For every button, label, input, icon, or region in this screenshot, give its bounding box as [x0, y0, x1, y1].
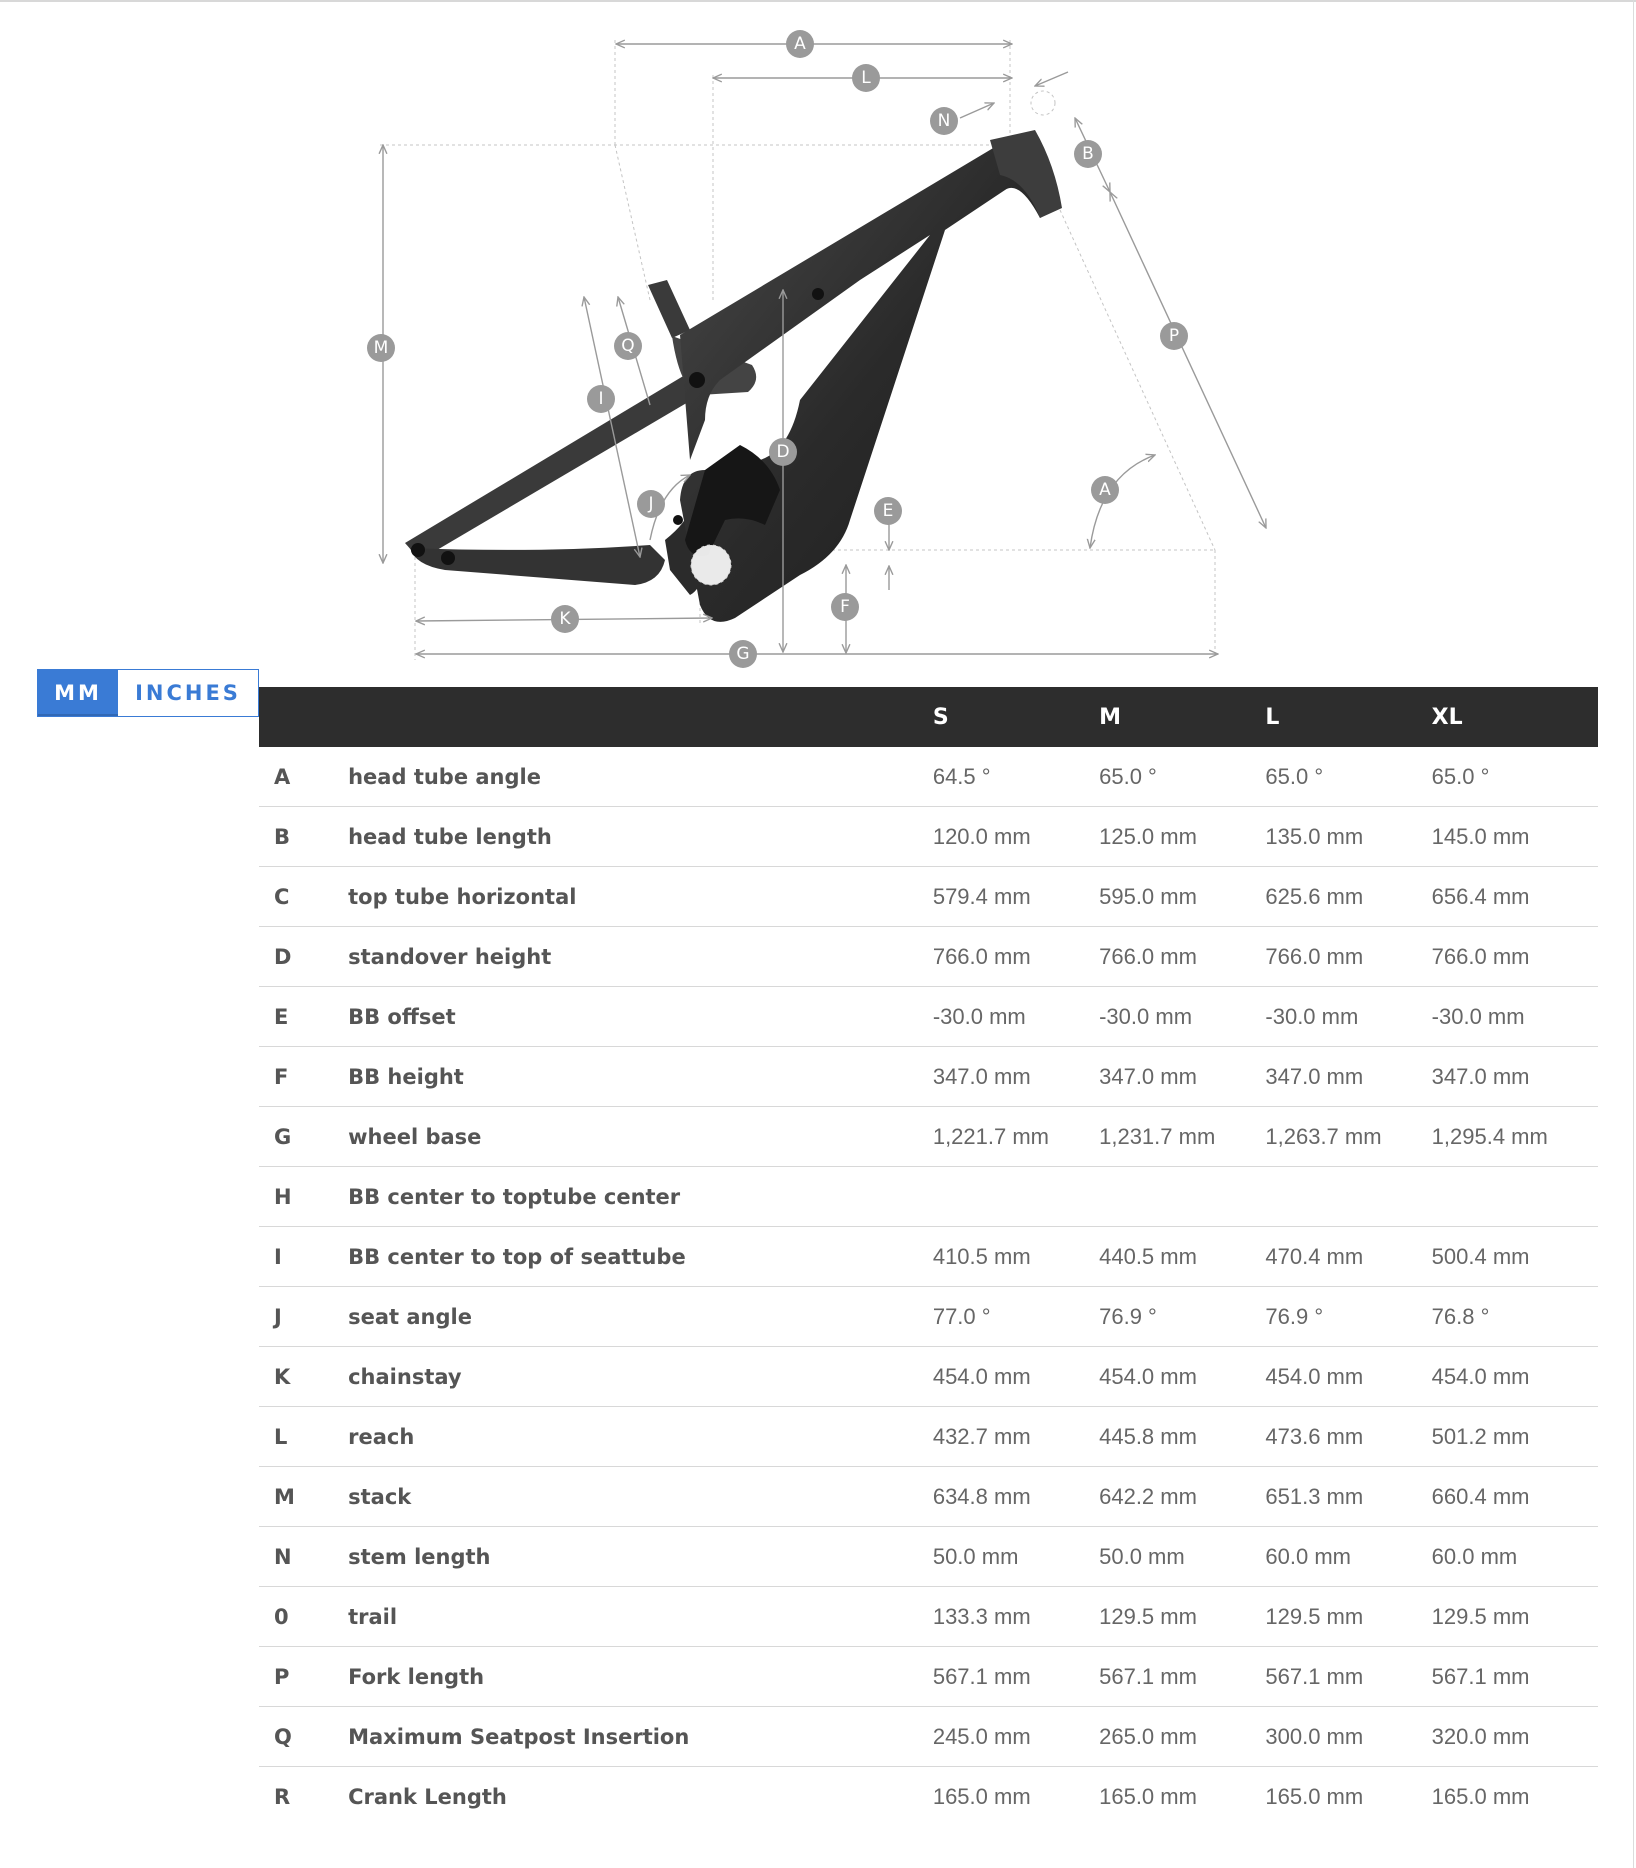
label-l: [852, 64, 880, 92]
label-n: [930, 107, 958, 135]
table-row: [259, 1647, 1598, 1707]
row-measurement-name: reach: [348, 1407, 933, 1467]
row-value-l: 135.0 mm: [1265, 807, 1431, 867]
row-value-l: 625.6 mm: [1265, 867, 1431, 927]
row-value-m: 567.1 mm: [1099, 1647, 1265, 1707]
row-letter: L: [259, 1407, 348, 1467]
row-value-xl: 500.4 mm: [1432, 1227, 1598, 1287]
row-value-l: -30.0 mm: [1265, 987, 1431, 1047]
row-value-s: 64.5 °: [933, 747, 1099, 807]
label-j: [637, 490, 665, 518]
row-value-m: 165.0 mm: [1099, 1783, 1197, 1809]
table-row: [259, 987, 1598, 1047]
row-measurement-name: stem length: [348, 1527, 933, 1587]
row-value-xl: [1432, 1167, 1598, 1227]
row-value-s: 432.7 mm: [933, 1407, 1099, 1467]
row-value-s: 766.0 mm: [933, 927, 1099, 987]
header-size-m: M: [1099, 704, 1122, 730]
row-measurement-name: BB offset: [348, 987, 933, 1047]
row-measurement-name: Crank Length: [348, 1784, 507, 1809]
row-value-xl: 660.4 mm: [1432, 1467, 1598, 1527]
row-measurement-name: Maximum Seatpost Insertion: [348, 1707, 933, 1767]
table-row: [259, 1227, 1598, 1287]
row-value-m: 440.5 mm: [1099, 1227, 1265, 1287]
row-value-xl: 320.0 mm: [1432, 1707, 1598, 1767]
table-row: [259, 747, 1598, 807]
row-value-s: [933, 1167, 1099, 1227]
label-k: [551, 605, 579, 633]
header-blank-name: [348, 687, 933, 747]
row-letter: D: [259, 927, 348, 987]
row-letter: Q: [259, 1707, 348, 1767]
svg-text:B: B: [1082, 144, 1094, 164]
svg-text:F: F: [840, 597, 850, 617]
svg-text:D: D: [776, 442, 790, 462]
row-value-xl: 129.5 mm: [1432, 1587, 1598, 1647]
row-value-m: 642.2 mm: [1099, 1467, 1265, 1527]
unit-toggle: [37, 669, 259, 717]
svg-text:N: N: [937, 111, 951, 131]
row-value-xl: 454.0 mm: [1432, 1347, 1598, 1407]
svg-text:I: I: [598, 389, 604, 409]
unit-inches-button[interactable]: INCHES: [118, 670, 258, 716]
geometry-diagram: [0, 0, 1636, 680]
row-value-s: 77.0 °: [933, 1287, 1099, 1347]
label-i: [587, 385, 615, 413]
header-blank-letter: [259, 687, 348, 747]
row-value-l: 347.0 mm: [1265, 1047, 1431, 1107]
row-value-l: 1,263.7 mm: [1265, 1107, 1431, 1167]
row-letter: K: [259, 1347, 348, 1407]
row-measurement-name: standover height: [348, 927, 933, 987]
row-measurement-name: BB center to toptube center: [348, 1167, 933, 1227]
row-value-m: [1099, 1167, 1265, 1227]
label-m: [367, 334, 395, 362]
row-value-xl: 501.2 mm: [1432, 1407, 1598, 1467]
row-value-m: 50.0 mm: [1099, 1527, 1265, 1587]
row-value-m: 65.0 °: [1099, 747, 1265, 807]
row-value-m: 454.0 mm: [1099, 1347, 1265, 1407]
row-value-m: 595.0 mm: [1099, 867, 1265, 927]
row-letter: I: [259, 1227, 348, 1287]
label-g: [729, 640, 757, 668]
table-row: [259, 1407, 1598, 1467]
row-value-xl: 76.8 °: [1432, 1287, 1598, 1347]
row-letter: J: [259, 1287, 348, 1347]
row-measurement-name: trail: [348, 1587, 933, 1647]
row-value-l: 766.0 mm: [1265, 927, 1431, 987]
svg-text:Q: Q: [621, 336, 635, 356]
header-size-s: S: [932, 704, 949, 730]
row-value-s: -30.0 mm: [933, 987, 1099, 1047]
row-value-xl: -30.0 mm: [1432, 987, 1598, 1047]
row-value-m: 347.0 mm: [1099, 1047, 1265, 1107]
header-size-l: L: [1265, 704, 1280, 730]
row-letter: H: [259, 1167, 348, 1227]
table-header-row: [259, 687, 1598, 747]
row-value-l: 76.9 °: [1265, 1287, 1431, 1347]
row-letter: B: [259, 807, 348, 867]
row-value-l: 567.1 mm: [1265, 1647, 1431, 1707]
svg-text:J: J: [648, 494, 654, 514]
table-row: [259, 1587, 1598, 1647]
row-measurement-name: wheel base: [348, 1107, 933, 1167]
row-value-s: 410.5 mm: [933, 1227, 1099, 1287]
row-value-xl: 145.0 mm: [1432, 807, 1598, 867]
svg-text:L: L: [861, 68, 871, 88]
bike-frame: [405, 130, 1062, 622]
dimension-labels: [786, 30, 814, 58]
row-value-xl: 656.4 mm: [1432, 867, 1598, 927]
row-value-s: 165.0 mm: [932, 1783, 1031, 1809]
svg-text:K: K: [559, 609, 571, 629]
table-row: [259, 1347, 1598, 1407]
row-measurement-name: head tube length: [348, 807, 933, 867]
table-row: [259, 1047, 1598, 1107]
row-letter: E: [259, 987, 348, 1047]
svg-text:A: A: [794, 34, 806, 54]
table-row: [259, 807, 1598, 867]
table-row: [259, 1107, 1598, 1167]
geometry-table: [259, 687, 1598, 1826]
row-value-m: 766.0 mm: [1099, 927, 1265, 987]
table-row: [259, 1287, 1598, 1347]
row-value-xl: 1,295.4 mm: [1432, 1107, 1598, 1167]
row-measurement-name: stack: [348, 1467, 933, 1527]
label-c: [786, 30, 814, 58]
row-letter: C: [259, 867, 348, 927]
row-letter: N: [259, 1527, 348, 1587]
row-value-s: 567.1 mm: [933, 1647, 1099, 1707]
header-size-xl: XL: [1431, 704, 1463, 730]
row-value-xl: 65.0 °: [1432, 747, 1598, 807]
row-measurement-name: Fork length: [348, 1647, 933, 1707]
label-a: [1091, 476, 1119, 504]
row-value-l: 65.0 °: [1265, 747, 1431, 807]
row-value-xl: 60.0 mm: [1432, 1527, 1598, 1587]
row-measurement-name: BB center to top of seattube: [348, 1227, 933, 1287]
row-value-s: 245.0 mm: [933, 1707, 1099, 1767]
row-value-m: -30.0 mm: [1099, 987, 1265, 1047]
label-p: [1160, 322, 1188, 350]
table-row: [259, 1707, 1598, 1767]
label-d: [769, 438, 797, 466]
row-value-s: 1,221.7 mm: [933, 1107, 1099, 1167]
row-value-m: 129.5 mm: [1099, 1587, 1265, 1647]
label-b: [1074, 140, 1102, 168]
row-value-s: 347.0 mm: [933, 1047, 1099, 1107]
row-value-s: 50.0 mm: [933, 1527, 1099, 1587]
row-value-s: 579.4 mm: [933, 867, 1099, 927]
row-value-l: 454.0 mm: [1265, 1347, 1431, 1407]
label-e: [874, 497, 902, 525]
svg-text:E: E: [882, 501, 894, 521]
row-measurement-name: seat angle: [348, 1287, 933, 1347]
svg-text:A: A: [1099, 480, 1111, 500]
row-letter: P: [259, 1647, 348, 1707]
row-value-s: 133.3 mm: [933, 1587, 1099, 1647]
row-value-xl: 347.0 mm: [1432, 1047, 1598, 1107]
row-letter: A: [259, 747, 348, 807]
unit-mm-button[interactable]: MM: [38, 670, 118, 716]
row-value-l: 165.0 mm: [1265, 1783, 1364, 1809]
row-value-xl: 567.1 mm: [1432, 1647, 1598, 1707]
row-value-m: 125.0 mm: [1099, 807, 1265, 867]
row-value-l: 300.0 mm: [1265, 1707, 1431, 1767]
row-value-m: 76.9 °: [1099, 1287, 1265, 1347]
row-value-l: 60.0 mm: [1265, 1527, 1431, 1587]
row-value-m: 1,231.7 mm: [1099, 1107, 1265, 1167]
table-row: [259, 1767, 1598, 1827]
table-row: [259, 867, 1598, 927]
row-value-s: 634.8 mm: [933, 1467, 1099, 1527]
svg-text:G: G: [736, 644, 750, 664]
row-value-xl: 165.0 mm: [1431, 1783, 1530, 1809]
row-value-l: 470.4 mm: [1265, 1227, 1431, 1287]
label-q: [614, 332, 642, 360]
row-value-l: 651.3 mm: [1265, 1467, 1431, 1527]
row-letter: R: [274, 1784, 291, 1809]
row-value-l: [1265, 1167, 1431, 1227]
table-row: [259, 927, 1598, 987]
row-measurement-name: head tube angle: [348, 747, 933, 807]
row-value-l: 473.6 mm: [1265, 1407, 1431, 1467]
row-value-l: 129.5 mm: [1265, 1587, 1431, 1647]
row-letter: G: [259, 1107, 348, 1167]
row-letter: M: [259, 1467, 348, 1527]
table-row: [259, 1467, 1598, 1527]
row-measurement-name: chainstay: [348, 1347, 933, 1407]
row-value-m: 445.8 mm: [1099, 1407, 1265, 1467]
row-measurement-name: BB height: [348, 1047, 933, 1107]
row-letter: F: [259, 1047, 348, 1107]
label-f: [831, 593, 859, 621]
table-row: [259, 1527, 1598, 1587]
row-value-s: 454.0 mm: [933, 1347, 1099, 1407]
svg-text:P: P: [1168, 326, 1180, 346]
svg-text:M: M: [373, 338, 389, 358]
table-body: [259, 747, 1598, 1826]
row-value-xl: 766.0 mm: [1432, 927, 1598, 987]
row-value-s: 120.0 mm: [933, 807, 1099, 867]
row-letter: 0: [259, 1587, 348, 1647]
table-row: [259, 1167, 1598, 1227]
row-value-m: 265.0 mm: [1099, 1707, 1265, 1767]
row-measurement-name: top tube horizontal: [348, 867, 933, 927]
